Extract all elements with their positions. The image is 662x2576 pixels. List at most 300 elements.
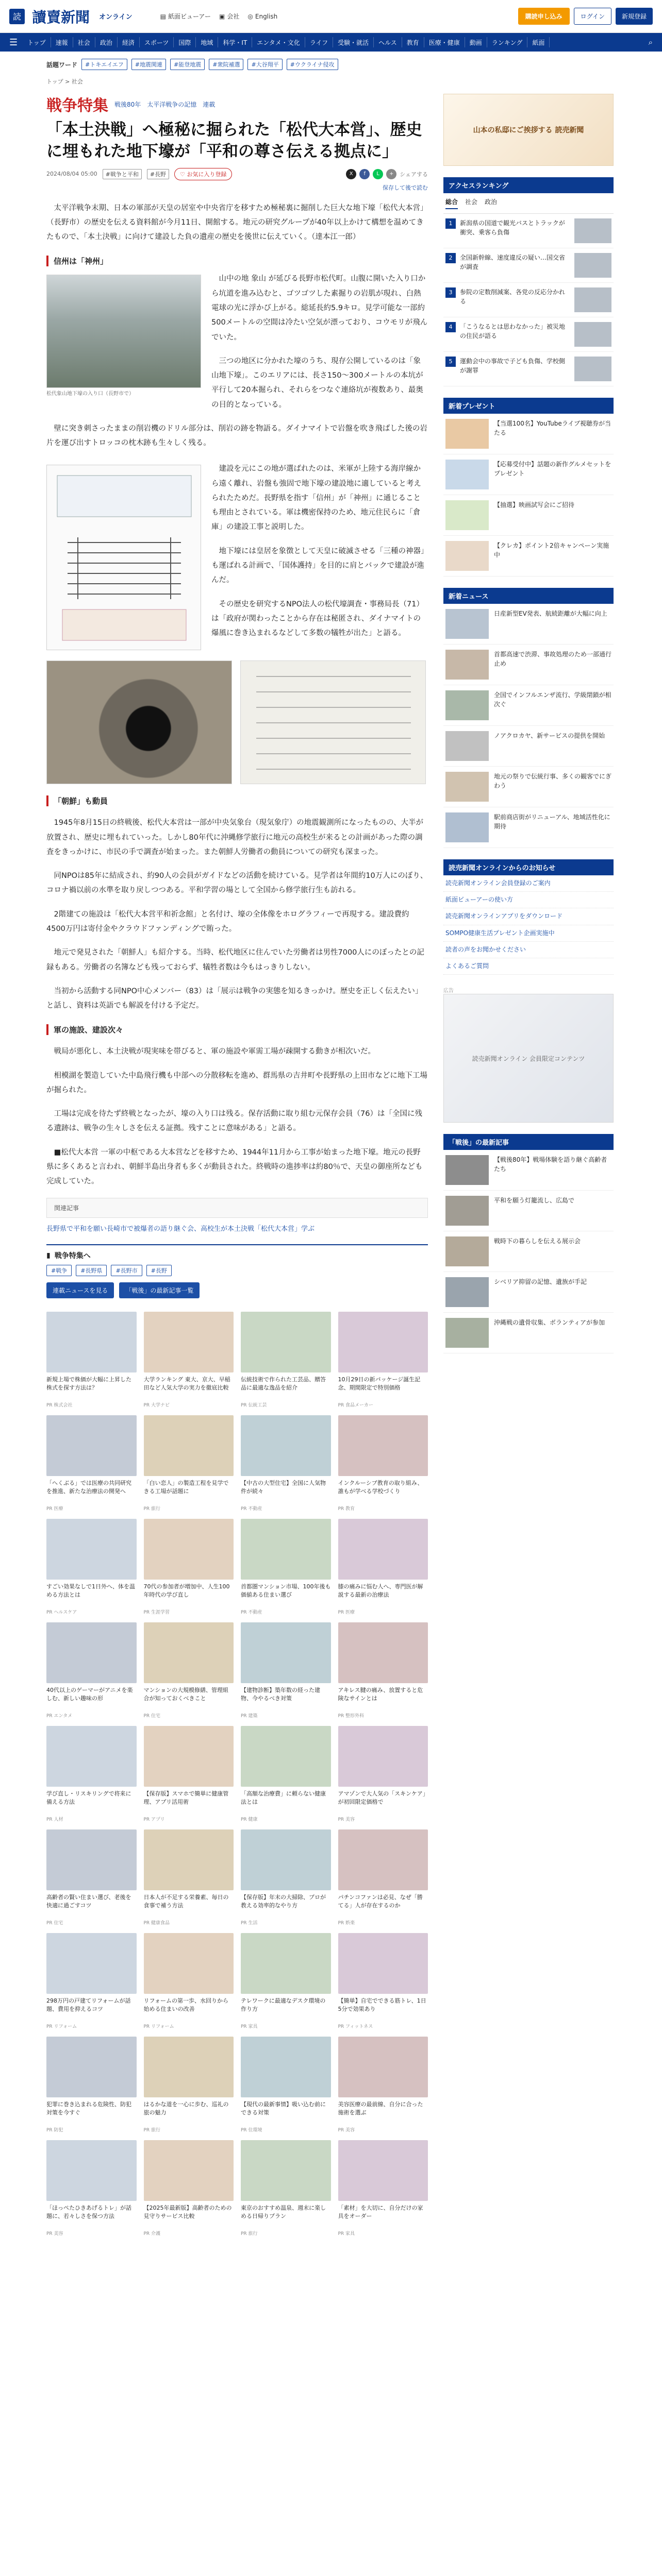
sponsored-card[interactable] bbox=[241, 1933, 331, 2029]
heart-icon: ♡ bbox=[180, 171, 187, 178]
latest-list-button[interactable]: 「戦後」の最新記事一覧 bbox=[119, 1282, 200, 1298]
sponsored-thumb bbox=[241, 1312, 331, 1372]
sponsored-source: PR 住宅 bbox=[46, 1921, 63, 1926]
sidebar-banner[interactable] bbox=[443, 94, 614, 166]
series-meta bbox=[114, 100, 215, 109]
sponsored-source: PR 住環境 bbox=[241, 2128, 262, 2133]
sponsored-card[interactable] bbox=[144, 1519, 234, 1615]
photo-row bbox=[46, 660, 428, 784]
ad-label: 広告 bbox=[443, 988, 454, 994]
sponsored-card[interactable] bbox=[144, 1622, 234, 1719]
rank-number: 4 bbox=[445, 322, 456, 332]
rank-text: 運動会中の事故で子ども負傷、学校側が謝罪 bbox=[460, 358, 566, 374]
sponsored-text: テレワークに最適なデスク環境の作り方 bbox=[241, 1997, 326, 2013]
document-graphic bbox=[241, 661, 426, 785]
side-item-text: シベリア抑留の記憶、遺族が手記 bbox=[494, 1278, 587, 1286]
side-item-text: 【クレカ】ポイント2倍キャンペーン実施中 bbox=[494, 542, 609, 558]
sponsored-thumb bbox=[338, 2140, 428, 2201]
side-thumb bbox=[445, 1318, 489, 1348]
sponsored-source: PR フィットネス bbox=[338, 2024, 373, 2030]
ranking-item[interactable] bbox=[443, 248, 614, 283]
nav-item[interactable]: トップ bbox=[23, 37, 51, 47]
sponsored-thumb bbox=[338, 1622, 428, 1683]
favorite-button[interactable]: ♡ お気に入り登録 bbox=[174, 168, 232, 180]
sponsored-card[interactable] bbox=[144, 2140, 234, 2236]
side-list-item[interactable] bbox=[443, 807, 614, 848]
sponsored-thumb bbox=[144, 1312, 234, 1372]
sub-news-box bbox=[443, 1134, 614, 1353]
sponsored-source: PR 医療 bbox=[46, 1506, 63, 1512]
sponsored-source: PR リフォーム bbox=[143, 2024, 174, 2030]
sponsored-card[interactable] bbox=[46, 1726, 137, 1822]
sponsored-text: 【保存版】スマホで簡単に健康管理、アプリ活用術 bbox=[143, 1790, 229, 1806]
sponsored-source: PR 生活 bbox=[241, 1921, 258, 1926]
ad-banner[interactable]: 読売新聞オンライン 会員限定コンテンツ bbox=[443, 994, 614, 1123]
series-panel-title[interactable]: ▮ 戦争特集へ bbox=[46, 1251, 91, 1261]
sponsored-card[interactable] bbox=[46, 1933, 137, 2029]
series-tag[interactable]: #長野 bbox=[146, 1265, 172, 1276]
sponsored-card[interactable] bbox=[46, 1519, 137, 1615]
sponsored-card[interactable] bbox=[338, 2037, 428, 2133]
nav-item[interactable]: ライフ bbox=[305, 37, 333, 47]
login-button[interactable]: ログイン bbox=[574, 8, 611, 25]
sponsored-thumb bbox=[144, 2140, 234, 2201]
side-list-item[interactable] bbox=[443, 1231, 614, 1272]
sponsored-card[interactable] bbox=[144, 1829, 234, 1926]
sponsored-thumb bbox=[241, 1415, 331, 1476]
sponsored-card[interactable] bbox=[338, 1622, 428, 1719]
rank-thumb bbox=[574, 287, 611, 312]
sponsored-source: PR 健康食品 bbox=[143, 1921, 170, 1926]
diagram-tunnel-map[interactable] bbox=[46, 465, 201, 650]
sub-news-list bbox=[443, 1150, 614, 1353]
side-thumb bbox=[445, 690, 489, 720]
sponsored-thumb bbox=[144, 1829, 234, 1890]
share-more-icon[interactable]: + bbox=[386, 169, 396, 179]
sponsored-text: 東京のおすすめ温泉、週末に楽しめる日帰りプラン bbox=[241, 2205, 326, 2220]
sponsored-text: 【2025年最新版】高齢者のための見守りサービス比較 bbox=[143, 2205, 232, 2220]
nav-item[interactable]: 政治 bbox=[95, 37, 118, 47]
article-paragraph: 工場は完成を待たず終戦となったが、壕の入り口は残る。保存活動に取り組む元保存会員（76）は「全国に残る遺跡は、戦争の生々しさを伝える証拠。残すことに意味がある」と語る。 bbox=[46, 1110, 422, 1133]
building-icon: ▣ bbox=[219, 12, 225, 20]
promo-link[interactable]: SOMPO健康生活プレゼント企画実施中 bbox=[443, 925, 614, 942]
hot-word-tag[interactable]: #ウクライナ侵攻 bbox=[287, 59, 338, 70]
sponsored-text: 犯罪に巻き込まれる危険性、防犯対策を今すぐ bbox=[46, 2101, 131, 2116]
share-label[interactable]: シェアする bbox=[400, 171, 428, 178]
series-meta-item[interactable]: 連載 bbox=[203, 100, 216, 108]
ranking-item[interactable] bbox=[443, 352, 614, 386]
sponsored-text: アキレス腱の痛み、放置すると危険なサインとは bbox=[338, 1687, 423, 1702]
sponsored-text: 40代以上のゲーマーがアニメを楽しむ、新しい趣味の形 bbox=[46, 1687, 133, 1702]
side-thumb bbox=[445, 1155, 489, 1185]
sponsored-text: 【中古の大型住宅】全国に人気物件が続々 bbox=[241, 1480, 326, 1495]
nav-item[interactable]: 科学・IT bbox=[218, 37, 252, 47]
ranking-tabs bbox=[443, 193, 614, 214]
nav-item[interactable]: 速報 bbox=[51, 37, 73, 47]
article-subhead: 信州は「神州」 bbox=[46, 256, 428, 266]
sponsored-text: パチンコファンは必見、なぜ「勝てる」人が存在するのか bbox=[338, 1894, 423, 1909]
nav-item[interactable]: ランキング bbox=[487, 37, 528, 47]
hot-word-tag[interactable]: #トキエイエフ bbox=[81, 59, 127, 70]
nav-item[interactable]: 地域 bbox=[196, 37, 218, 47]
sponsored-card[interactable] bbox=[338, 1312, 428, 1408]
sponsored-source: PR 生涯学習 bbox=[143, 1610, 170, 1616]
hot-word-tag[interactable]: #衆院補選 bbox=[209, 59, 243, 70]
series-tags bbox=[46, 1265, 428, 1276]
side-item-text: 平和を願う灯籠流し、広島で bbox=[494, 1197, 575, 1205]
sponsored-text: 【建物診断】築年数の経った建物、今やるべき対策 bbox=[241, 1687, 320, 1702]
rank-text: 参院の定数削減案、各党の反応分かれる bbox=[460, 289, 566, 305]
side-list-item[interactable] bbox=[443, 1150, 614, 1191]
new-news-box bbox=[443, 588, 614, 848]
side-item-text: 駅前商店街がリニューアル、地域活性化に期待 bbox=[494, 814, 610, 830]
side-thumb bbox=[445, 541, 489, 571]
sponsored-card[interactable] bbox=[241, 2140, 331, 2236]
logo-mark[interactable]: 読 bbox=[9, 9, 25, 24]
sponsored-card[interactable] bbox=[241, 1415, 331, 1512]
sponsored-card[interactable] bbox=[241, 1829, 331, 1926]
nav-item[interactable]: 経済 bbox=[118, 37, 140, 47]
sponsored-card[interactable] bbox=[338, 1415, 428, 1512]
site-logo-sub: オンライン bbox=[99, 13, 133, 21]
side-item-text: 全国でインフルエンザ流行、学級閉鎖が相次ぐ bbox=[494, 691, 611, 708]
sponsored-source: PR 旅行 bbox=[241, 2231, 258, 2237]
side-list-item[interactable] bbox=[443, 414, 614, 454]
side-thumb bbox=[445, 731, 489, 761]
side-list-item[interactable] bbox=[443, 767, 614, 807]
sponsored-source: PR 美容 bbox=[46, 2231, 63, 2237]
nav-item[interactable]: スポーツ bbox=[140, 37, 174, 47]
promo-link[interactable]: 読売新聞オンライン会員登録のご案内 bbox=[443, 875, 614, 892]
hot-words-label: 話題ワード bbox=[46, 61, 78, 69]
sponsored-text: 「素材」を大切に、自分だけの家具をオーダー bbox=[338, 2205, 423, 2220]
article-block-2 bbox=[46, 462, 428, 655]
sponsored-card[interactable] bbox=[241, 1519, 331, 1615]
sponsored-text: 【現代の最新事情】吸い込む前にできる対策 bbox=[241, 2101, 326, 2116]
series-news-button[interactable]: 連載ニュースを見る bbox=[46, 1282, 114, 1298]
side-item-text: 【当選100名】YouTubeライブ視聴券が当たる bbox=[494, 420, 611, 436]
promo-box bbox=[443, 859, 614, 975]
article-paragraph: 建設を元にこの地が選ばれたのは、米軍が上陸する海岸線から遠く離れ、岩盤も強固で地下壕の建設地に適していると考えられたためだ。長野県を指す「信州」が「神州」に通じることも理由とされている。軍は機密保持のため、地元住民らに「倉庫」の建設工事と説明した。 bbox=[211, 465, 421, 532]
hot-word-tag[interactable]: #地震関連 bbox=[131, 59, 166, 70]
article-tag[interactable]: #戦争と平和 bbox=[103, 169, 142, 179]
side-list-item[interactable] bbox=[443, 1191, 614, 1231]
sponsored-card[interactable] bbox=[241, 2037, 331, 2133]
nav-item[interactable]: 教育 bbox=[402, 37, 424, 47]
facebook-share-icon[interactable]: f bbox=[359, 169, 370, 179]
sponsored-card[interactable] bbox=[338, 1829, 428, 1926]
sponsored-text: 「白い恋人」の製造工程を見学できる工場が話題に bbox=[143, 1480, 229, 1495]
side-item-text: 首都高速で渋滞、事故処理のため一部通行止め bbox=[494, 651, 612, 667]
sponsored-card[interactable] bbox=[46, 1312, 137, 1408]
sponsored-thumb bbox=[46, 1312, 137, 1372]
nav-item[interactable]: エンタメ・文化 bbox=[252, 37, 305, 47]
sponsored-thumb bbox=[338, 2037, 428, 2097]
sponsored-card[interactable] bbox=[241, 1622, 331, 1719]
rank-thumb bbox=[574, 357, 611, 381]
side-thumb bbox=[445, 609, 489, 639]
sponsored-source: PR 伝統工芸 bbox=[241, 1403, 267, 1409]
sponsored-text: 美容医療の最前線、自分に合った施術を選ぶ bbox=[338, 2101, 423, 2116]
side-ad bbox=[443, 986, 614, 1123]
sponsored-text: 【簡単】自宅でできる筋トレ、1日5分で効果あり bbox=[338, 1997, 426, 2013]
main-nav bbox=[0, 33, 662, 52]
sponsored-thumb bbox=[46, 1415, 137, 1476]
sponsored-card[interactable] bbox=[46, 2140, 137, 2236]
sponsored-thumb bbox=[338, 1415, 428, 1476]
article-subhead: 軍の施設、建設次々 bbox=[46, 1024, 428, 1035]
sponsored-source: PR 人材 bbox=[46, 1817, 63, 1823]
rank-number: 5 bbox=[445, 357, 456, 367]
sponsored-card[interactable] bbox=[241, 1726, 331, 1822]
sponsored-thumb bbox=[46, 1933, 137, 1994]
side-item-text: 沖縄戦の遺骨収集、ボランティアが参加 bbox=[494, 1319, 605, 1327]
sponsored-thumb bbox=[241, 1519, 331, 1580]
hamburger-icon[interactable]: ☰ bbox=[9, 37, 18, 48]
sponsored-card[interactable] bbox=[46, 2037, 137, 2133]
top-link-viewer[interactable]: ▤ 紙面ビューアー bbox=[160, 12, 211, 20]
promo-link[interactable]: よくあるご質問 bbox=[443, 958, 614, 975]
article-tag[interactable]: #長野 bbox=[147, 169, 169, 179]
sponsored-card[interactable] bbox=[144, 1933, 234, 2029]
sponsored-text: 「高額な治療費」に頼らない健康法とは bbox=[241, 1790, 326, 1806]
breadcrumb[interactable]: トップ > 社会 bbox=[46, 78, 83, 85]
sponsored-thumb bbox=[241, 1726, 331, 1787]
sponsored-thumb bbox=[241, 1622, 331, 1683]
ranking-title: アクセスランキング bbox=[443, 177, 614, 193]
side-item-text: 地元の祭りで伝統行事、多くの観客でにぎわう bbox=[494, 773, 612, 789]
side-item-text: ノアクロカヤ、新サービスの提供を開始 bbox=[494, 732, 605, 739]
article-meta bbox=[46, 168, 428, 180]
sponsored-source: PR 不動産 bbox=[241, 1610, 262, 1616]
sub-news-title: 「戦後」の最新記事 bbox=[443, 1134, 614, 1150]
ranking-tab[interactable]: 総合 bbox=[445, 197, 458, 209]
sponsored-text: 「へくぶる」では医療の共同研究を推進、新たな治療法の開発へ bbox=[46, 1480, 131, 1495]
side-list-item[interactable] bbox=[443, 1272, 614, 1313]
photo-tunnel-interior[interactable] bbox=[46, 660, 232, 784]
header-actions bbox=[518, 8, 653, 25]
article-paragraph: ■松代大本営 一軍の中枢である大本営などを移すため、1944年11月から工事が始まった地下壕。地元の長野県に多くあると言われ、朝鮮半島出身者も多くが動員された。終戦時の進捗率は約80％で、天皇の御座所なども完成していた。 bbox=[46, 1148, 423, 1186]
hot-word-tag[interactable]: #能登地震 bbox=[170, 59, 205, 70]
photo-entrance[interactable] bbox=[46, 275, 201, 388]
sponsored-thumb bbox=[241, 2037, 331, 2097]
cta-row bbox=[46, 1282, 428, 1298]
sponsored-source: PR 住宅 bbox=[143, 1714, 161, 1719]
sponsored-source: PR 株式会社 bbox=[46, 1403, 73, 1409]
tunnel-map-graphic bbox=[47, 465, 202, 651]
ranking-list bbox=[443, 214, 614, 386]
ranking-tab[interactable]: 政治 bbox=[485, 198, 498, 206]
sponsored-text: 「ほっぺたひきあげるトレ」が話題に、若々しさを保つ方法 bbox=[46, 2205, 131, 2220]
article-paragraph: その歴史を研究するNPO法人の松代壕調査・事務局長（71）は「政府が関わったことから存在は秘匿され、ダイナマイトの爆風に巻き込まれるなどして多数の犠牲が出た」と語る。 bbox=[211, 600, 424, 638]
sponsored-source: PR エンタメ bbox=[46, 1714, 73, 1719]
side-item-text: 【抽選】映画試写会にご招待 bbox=[494, 501, 575, 509]
subscribe-button[interactable]: 購読申し込み bbox=[518, 8, 570, 25]
ranking-box bbox=[443, 177, 614, 386]
site-logo[interactable]: 讀賣新聞 bbox=[32, 8, 90, 26]
side-thumb bbox=[445, 460, 489, 489]
sponsored-grid bbox=[46, 1312, 428, 2236]
sponsored-text: 学び直し・リスキリングで将来に備える方法 bbox=[46, 1790, 131, 1806]
ranking-item[interactable] bbox=[443, 214, 614, 248]
article-paragraph: 当初から活動する同NPO中心メンバー（83）は「展示は戦争の実態を知るきっかけ。歴史を正しく伝えたい」と話し、資料は英語でも解説を付ける予定だ。 bbox=[46, 987, 423, 1010]
article-paragraph: 地元で発見された「朝鮮人」も紹介する。当時、松代地区に住んでいた労働者は男性7000人にのぼったとの記録もある。労働者の名簿なども残っておらず、犠牲者数は今もはっきりしない。 bbox=[46, 948, 424, 972]
sponsored-card[interactable] bbox=[144, 1726, 234, 1822]
page-layout bbox=[0, 73, 662, 2236]
side-list-item[interactable] bbox=[443, 536, 614, 577]
promo-link[interactable]: 読売新聞オンラインアプリをダウンロード bbox=[443, 908, 614, 925]
side-thumb bbox=[445, 1196, 489, 1226]
sponsored-text: すごい効果なしで1日外へ、体を温める方法とは bbox=[46, 1583, 135, 1599]
side-thumb bbox=[445, 419, 489, 449]
sponsored-text: 大学ランキング 東大、京大、早稲田など人気大学の実力を徹底比較 bbox=[143, 1376, 230, 1392]
photo-document[interactable] bbox=[240, 660, 426, 784]
nav-item[interactable]: 紙面 bbox=[527, 37, 550, 47]
sponsored-source: PR 健康 bbox=[241, 1817, 258, 1823]
side-list-item[interactable] bbox=[443, 604, 614, 645]
article-subhead-inline: 「朝鮮」も動員 bbox=[46, 795, 428, 806]
sponsored-source: PR 教育 bbox=[338, 1506, 355, 1512]
sponsored-source: PR 建築 bbox=[241, 1714, 258, 1719]
article-headline: 「本土決戦」へ極秘に掘られた「松代大本営」、歴史に埋もれた地下壕が「平和の尊さ伝える拠点に」 bbox=[46, 121, 422, 161]
sponsored-thumb bbox=[144, 1622, 234, 1683]
nav-item[interactable]: 医療・健康 bbox=[424, 37, 465, 47]
article-paragraph: 地下壕には皇居を象徴として天皇に破滅させる「三種の神器」も運ばれる計画で、「国体護持」を目的に肩とバックで建設が進んだ。 bbox=[211, 547, 425, 585]
sponsored-card[interactable] bbox=[46, 1415, 137, 1512]
series-tag[interactable]: #戦争 bbox=[46, 1265, 72, 1276]
series-meta-item[interactable]: 太平洋戦争の記憶 bbox=[147, 100, 197, 108]
sponsored-thumb bbox=[338, 1933, 428, 1994]
hot-word-tag[interactable]: #大谷翔平 bbox=[247, 59, 282, 70]
ranking-item[interactable] bbox=[443, 283, 614, 317]
ranking-item[interactable] bbox=[443, 317, 614, 352]
publish-date: 2024/08/04 05:00 bbox=[46, 171, 97, 178]
sponsored-card[interactable] bbox=[144, 2037, 234, 2133]
side-list-item[interactable] bbox=[443, 645, 614, 685]
side-list-item[interactable] bbox=[443, 495, 614, 536]
sponsored-source: PR 食品メーカー bbox=[338, 1403, 373, 1409]
article-paragraph: 1945年8月15日の終戦後、松代大本営は一部が中央気象台（現気象庁）の地震観測所になったものの、大半が放置され、歴史に埋もれていった。しかし80年代に沖縄修学旅行に地元の高校生が来るとの計画があった際の調査をきっかけに、市民の手で調査が始まった。また朝鮮人労働者の動員についての研究も深まった。 bbox=[46, 819, 423, 856]
sponsored-text: 【保存版】年末の大掃除、プロが教える効率的なやり方 bbox=[241, 1894, 326, 1909]
side-item-text: 戦時下の暮らしを伝える展示会 bbox=[494, 1238, 581, 1245]
sponsored-source: PR 介護 bbox=[143, 2231, 161, 2237]
sponsored-card[interactable] bbox=[144, 1312, 234, 1408]
sponsored-text: 高齢者の賢い住まい選び、老後を快適に過ごすコツ bbox=[46, 1894, 131, 1909]
sponsored-text: 298万円の戸建てリフォームが話題、費用を抑えるコツ bbox=[46, 1997, 131, 2013]
sponsored-card[interactable] bbox=[338, 1519, 428, 1615]
sponsored-thumb bbox=[338, 1519, 428, 1580]
sponsored-card[interactable] bbox=[46, 1829, 137, 1926]
rank-text: 「こうなるとは思わなかった」被災地の住民が語る bbox=[460, 323, 566, 340]
related-article-link[interactable]: 長野県で平和を願い長崎市で被爆者の語り継ぐ会、高校生が本土決戦「松代大本営」学ぶ bbox=[46, 1225, 315, 1233]
article-paragraph: 戦局が悪化し、本土決戦が現実味を帯びると、軍の施設や軍需工場が疎開する動きが相次いだ。 bbox=[54, 1047, 375, 1056]
promo-link[interactable]: 紙面ビューアーの使い方 bbox=[443, 892, 614, 908]
side-list-item[interactable] bbox=[443, 1313, 614, 1353]
side-list-item[interactable] bbox=[443, 454, 614, 495]
article-block-1 bbox=[46, 272, 428, 460]
nav-item[interactable]: ヘルス bbox=[374, 37, 402, 47]
top-link-company[interactable]: ▣ 会社 bbox=[219, 12, 240, 20]
sponsored-text: 70代の参加者が増加中、人生100年時代の学び直し bbox=[143, 1583, 230, 1599]
sponsored-thumb bbox=[144, 2037, 234, 2097]
sponsored-card[interactable] bbox=[241, 1312, 331, 1408]
sponsored-thumb bbox=[144, 1726, 234, 1787]
article-paragraph: 山中の地 象山 が延びる長野市松代町。山腹に開いた入り口から坑道を進み込むと、ゴツゴツした素掘りの岩肌が現れ、白熱電球の光に浮かび上がる。総延長約5.9キロ。見学可能な一部約500メートルの空間は冷たい空気が漂っており、コウモリが飛んでいた。 bbox=[211, 275, 428, 342]
sponsored-card[interactable] bbox=[338, 1726, 428, 1822]
sponsored-card[interactable] bbox=[338, 1933, 428, 2029]
globe-icon: ◎ bbox=[247, 12, 253, 20]
rank-number: 3 bbox=[445, 287, 456, 298]
nav-item[interactable]: 社会 bbox=[73, 37, 95, 47]
sponsored-card[interactable] bbox=[144, 1415, 234, 1512]
series-tag[interactable]: #長野県 bbox=[76, 1265, 107, 1276]
save-later-link[interactable]: 保存して後で読む bbox=[383, 184, 428, 191]
side-thumb bbox=[445, 500, 489, 530]
top-link-english[interactable]: ◎ English bbox=[247, 12, 278, 20]
x-share-icon[interactable]: X bbox=[346, 169, 356, 179]
sponsored-text: 新規上場で株価が大幅に上昇した株式を探す方法は？ bbox=[46, 1376, 131, 1392]
rank-text: 全国新幹線、速度違反の疑い…国交省が調査 bbox=[460, 254, 566, 270]
side-thumb bbox=[445, 650, 489, 680]
register-button[interactable]: 新規登録 bbox=[616, 8, 653, 25]
newspaper-icon: ▤ bbox=[160, 12, 166, 20]
rank-number: 1 bbox=[445, 218, 456, 229]
side-item-text: 【応募受付中】話題の新作グルメセットをプレゼント bbox=[494, 461, 611, 477]
hot-words bbox=[0, 52, 662, 73]
sponsored-source: PR 大学ナビ bbox=[143, 1403, 170, 1409]
ranking-tab[interactable]: 社会 bbox=[465, 198, 478, 206]
news-list bbox=[443, 604, 614, 848]
side-list-item[interactable] bbox=[443, 726, 614, 767]
figure-caption: 松代象山地下壕の入り口（長野市で） bbox=[46, 391, 134, 397]
sponsored-text: アマゾンで大人気の「スキンケア」が初回限定価格で bbox=[338, 1790, 426, 1806]
sponsored-thumb bbox=[338, 1312, 428, 1372]
nav-item[interactable]: 受験・就活 bbox=[333, 37, 374, 47]
sponsored-thumb bbox=[144, 1519, 234, 1580]
sponsored-text: 日本人が不足する栄養素、毎日の食事で補う方法 bbox=[143, 1894, 229, 1909]
series-logo[interactable]: 戦争特集 bbox=[46, 97, 108, 115]
sponsored-text: 膝の痛みに悩む人へ、専門医が解説する最新の治療法 bbox=[338, 1583, 423, 1599]
nav-item[interactable]: 国際 bbox=[174, 37, 196, 47]
sponsored-source: PR 医療 bbox=[338, 1610, 355, 1616]
side-list-item[interactable] bbox=[443, 685, 614, 726]
related-label: 関連記事 bbox=[46, 1198, 428, 1218]
nav-item[interactable]: 動画 bbox=[465, 37, 487, 47]
share-bar bbox=[346, 169, 428, 179]
sponsored-thumb bbox=[46, 1519, 137, 1580]
series-tag[interactable]: #長野市 bbox=[111, 1265, 142, 1276]
promo-link[interactable]: 読者の声をお聞かせください bbox=[443, 942, 614, 958]
line-share-icon[interactable]: L bbox=[373, 169, 383, 179]
present-title: 新着プレゼント bbox=[443, 398, 614, 414]
rank-number: 2 bbox=[445, 253, 456, 263]
article-paragraph: 壁に突き刺さったままの削岩機のドリル部分は、削岩の跡を物語る。ダイナマイトで岩盤を吹き飛ばした後の岩片を運び出すトロッコの枕木跡も生々しく残る。 bbox=[46, 424, 427, 448]
article-paragraph: 三つの地区に分かれた壕のうち、現存公開しているのは「象山地下壕」。このエリアには、長さ150〜300メートルの本坑が平行して20本掘られ、それらをつなぐ連絡坑が複数あり、最奥の目的となっている。 bbox=[211, 357, 423, 409]
sponsored-card[interactable] bbox=[46, 1622, 137, 1719]
side-thumb bbox=[445, 812, 489, 842]
sponsored-text: はるかな道を一心に歩む、巡礼の旅の魅力 bbox=[143, 2101, 229, 2116]
figure-diagram bbox=[46, 465, 201, 650]
sponsored-text: 首都圏マンション市場、100年後も価値ある住まい選び bbox=[241, 1583, 331, 1599]
top-links bbox=[160, 12, 278, 21]
sponsored-card[interactable] bbox=[338, 2140, 428, 2236]
series-meta-item[interactable]: 戦後80年 bbox=[114, 100, 141, 108]
sponsored-text: マンションの大規模修繕、管理組合が知っておくべきこと bbox=[143, 1687, 229, 1702]
sponsored-source: PR 旅行 bbox=[143, 1506, 161, 1512]
sponsored-thumb bbox=[46, 1829, 137, 1890]
search-icon[interactable]: ⌕ bbox=[648, 38, 653, 47]
article-paragraph: 同NPOは85年に結成され、約90人の会員がガイドなどの活動を続けている。見学者は年間約10万人にのぼり、コロナ禍以前の水準を取り戻しつつある。平和学習の場として全国から修学旅行生も訪れる。 bbox=[46, 872, 428, 895]
